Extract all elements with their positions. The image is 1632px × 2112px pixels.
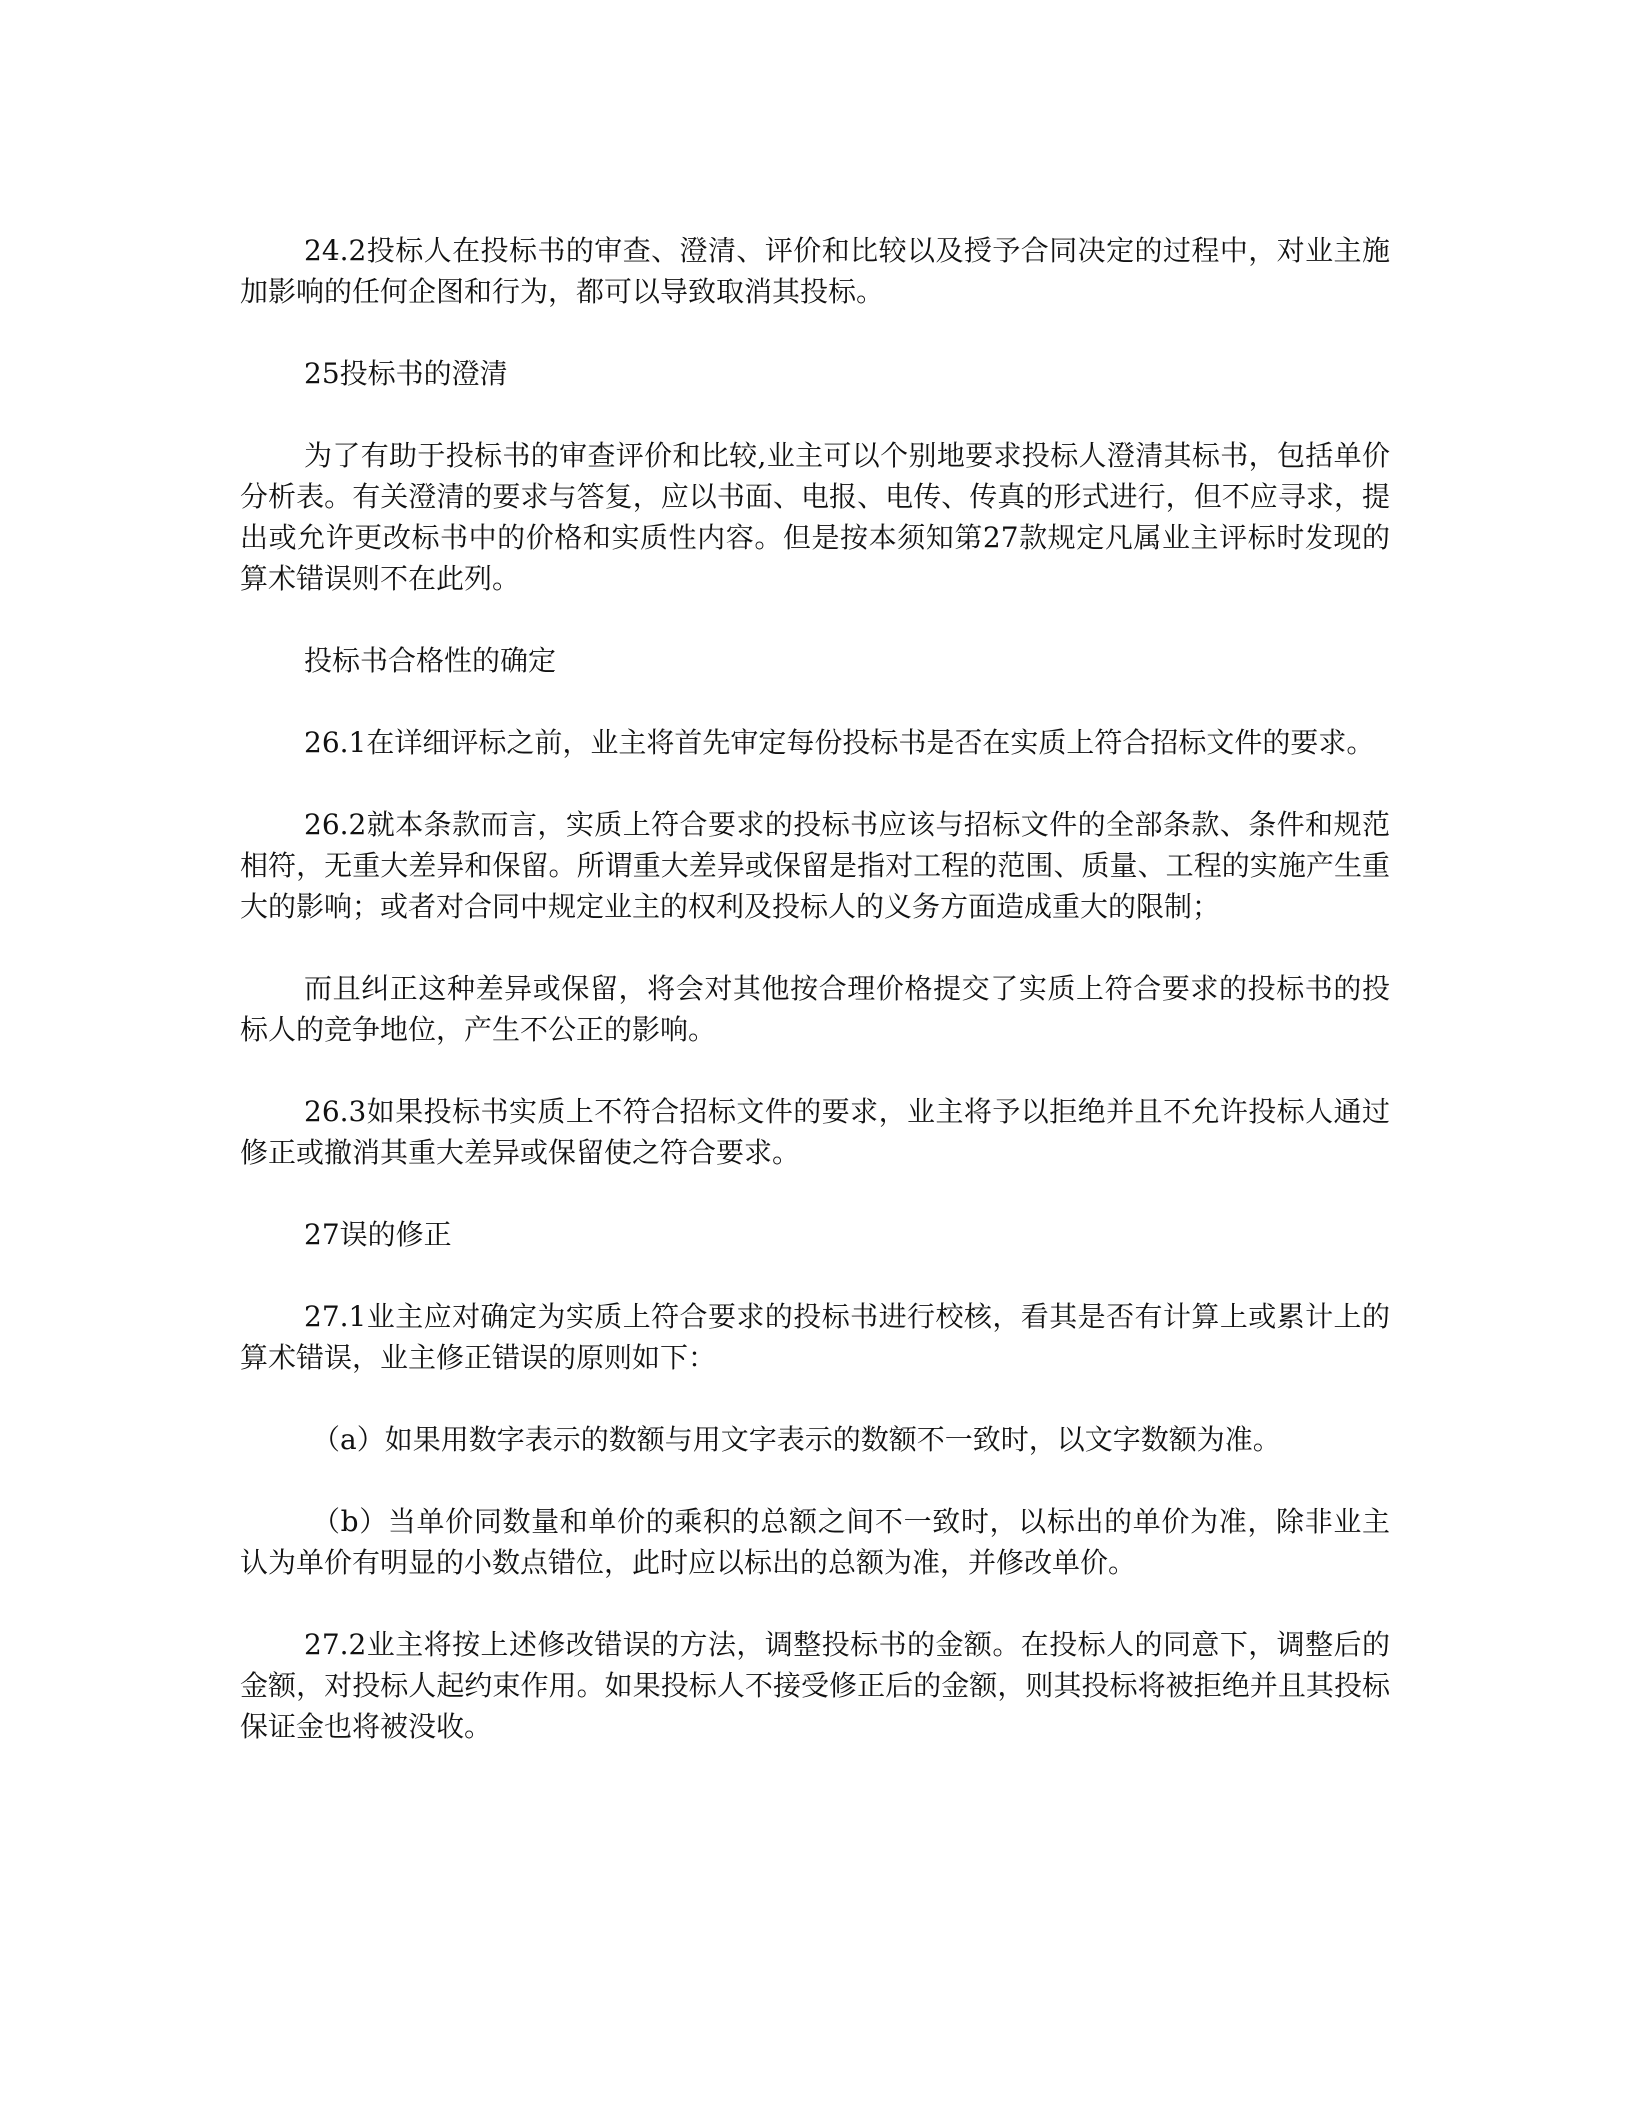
paragraph-26-1: 26.1在详细评标之前，业主将首先审定每份投标书是否在实质上符合招标文件的要求。 [304, 726, 1375, 759]
paragraph-27-2: 27.2业主将按上述修改错误的方法，调整投标书的金额。在投标人的同意下，调整后的金额，对投标人起约束作用。如果投标人不接受修正后的金额，则其投标将被拒绝并且其投标保证金也将被没收。 [240, 1628, 1390, 1743]
paragraph-27-1-b: （b）当单价同数量和单价的乘积的总额之间不一致时，以标出的单价为准，除非业主认为单价有明显的小数点错位，此时应以标出的总额为准，并修改单价。 [240, 1505, 1390, 1579]
heading-26: 投标书合格性的确定 [304, 644, 557, 677]
document-page [240, 230, 1390, 1788]
paragraph-25: 为了有助于投标书的审查评价和比较,业主可以个别地要求投标人澄清其标书，包括单价分析表。有关澄清的要求与答复，应以书面、电报、电传、传真的形式进行，但不应寻求，提出或允许更改标书中的价格和实质性内容。但是按本须知第27款规定凡属业主评标时发现的算术错误则不在此列。 [240, 439, 1390, 595]
paragraph-27-1: 27.1业主应对确定为实质上符合要求的投标书进行校核，看其是否有计算上或累计上的算术错误，业主修正错误的原则如下： [240, 1300, 1390, 1374]
paragraph-26-2: 26.2就本条款而言，实质上符合要求的投标书应该与招标文件的全部条款、条件和规范相符，无重大差异和保留。所谓重大差异或保留是指对工程的范围、质量、工程的实施产生重大的影响；或者对合同中规定业主的权利及投标人的义务方面造成重大的限制； [240, 808, 1390, 923]
paragraph-26-2-cont: 而且纠正这种差异或保留，将会对其他按合理价格提交了实质上符合要求的投标书的投标人的竞争地位，产生不公正的影响。 [240, 972, 1390, 1046]
heading-27: 27误的修正 [304, 1218, 452, 1251]
paragraph-27-1-a: （a）如果用数字表示的数额与用文字表示的数额不一致时，以文字数额为准。 [312, 1423, 1281, 1456]
paragraph-26-3: 26.3如果投标书实质上不符合招标文件的要求，业主将予以拒绝并且不允许投标人通过修正或撤消其重大差异或保留使之符合要求。 [240, 1095, 1390, 1169]
paragraph-24-2: 24.2投标人在投标书的审查、澄清、评价和比较以及授予合同决定的过程中，对业主施加影响的任何企图和行为，都可以导致取消其投标。 [240, 234, 1390, 308]
heading-25: 25投标书的澄清 [304, 357, 508, 390]
